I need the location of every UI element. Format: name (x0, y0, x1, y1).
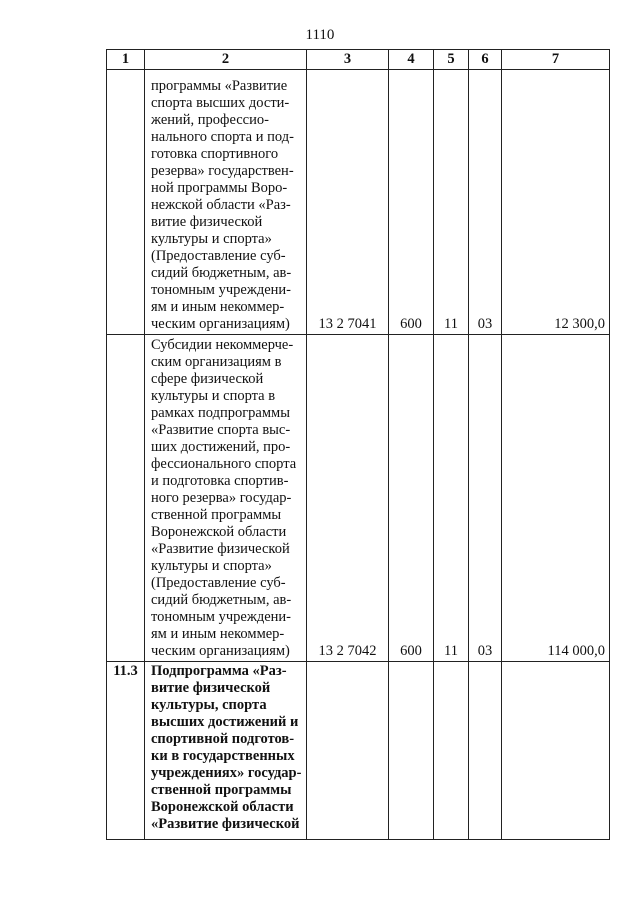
budget-table (106, 49, 610, 840)
column-header-4: 4 (389, 50, 434, 70)
row-expense-type: 600 (389, 335, 434, 662)
row-subsection (469, 662, 502, 840)
row-expense-type (389, 662, 434, 840)
row-subsection: 03 (469, 335, 502, 662)
row-amount: 12 300,0 (502, 70, 610, 335)
row-section: 11 (434, 335, 469, 662)
row-section: 11 (434, 70, 469, 335)
row-index (107, 335, 145, 662)
row-amount: 114 000,0 (502, 335, 610, 662)
row-target-code: 13 2 7041 (307, 70, 389, 335)
row-target-code: 13 2 7042 (307, 335, 389, 662)
row-target-code (307, 662, 389, 840)
page-number: 1110 (305, 27, 335, 43)
column-header-5: 5 (434, 50, 469, 70)
row-expense-type: 600 (389, 70, 434, 335)
column-header-3: 3 (307, 50, 389, 70)
column-header-7: 7 (502, 50, 610, 70)
row-amount (502, 662, 610, 840)
column-header-2: 2 (145, 50, 307, 70)
table-row (107, 70, 610, 335)
column-header-6: 6 (469, 50, 502, 70)
row-section (434, 662, 469, 840)
table-row (107, 662, 610, 840)
row-description: программы «Развитие спорта высших дости- жений, профессио- нального спорта и под- готовка спортивного резерва» государствен- ной программы Воро- нежской области «Раз- витие физической культуры и спорта» (Предоставление суб- сидий бюджетным, ав- тономным учреждени- ям и иным некоммер- ческим организациям) (145, 70, 307, 335)
row-index (107, 70, 145, 335)
table-header-row (107, 50, 610, 70)
row-subsection: 03 (469, 70, 502, 335)
column-header-1: 1 (107, 50, 145, 70)
row-index: 11.3 (107, 662, 145, 840)
row-description: Подпрограмма «Раз- витие физической культуры, спорта высших достижений и спортивной подготов- ки в государственных учреждениях» государ- ственной программы Воронежской области «Развитие физической (145, 662, 307, 840)
table-row (107, 335, 610, 662)
row-description: Субсидии некоммерче- ским организациям в сфере физической культуры и спорта в рамках подпрограммы «Развитие спорта выс- ших достижений, про- фессионального спорта и подготовка спортив- ного резерва» государ- ственной программы Воронежской области «Развитие физической культуры и спорта» (Предоставление суб- сидий бюджетным, ав- тономным учреждени- ям и иным некоммер- ческим организациям) (145, 335, 307, 662)
